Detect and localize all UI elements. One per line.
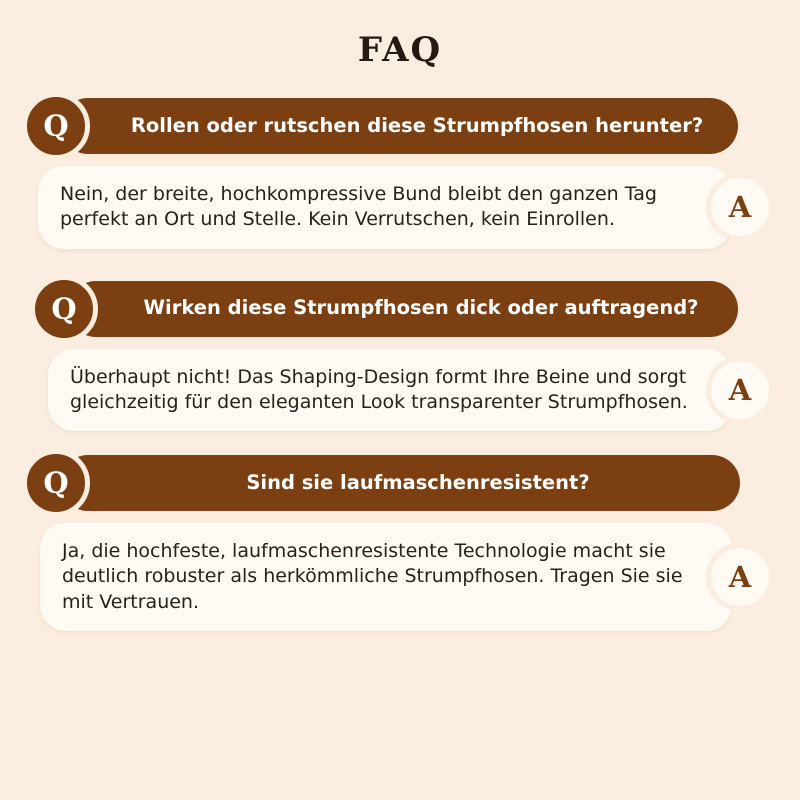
question-badge: Q (30, 275, 98, 343)
faq-item (0, 449, 800, 631)
answer-bubble (38, 166, 732, 249)
question-badge: Q (22, 92, 90, 160)
answer-row (40, 523, 774, 631)
faq-item (0, 275, 800, 432)
faq-list (0, 92, 800, 631)
question-text: Sind sie laufmaschenresistent? (246, 470, 590, 494)
question-text: Wirken diese Strumpfhosen dick oder auftragend? (143, 296, 699, 320)
answer-text: Ja, die hochfeste, laufmaschenresistente Technologie macht sie deutlich robuster als herkömmliche Strumpfhosen. Tragen Sie sie mit Vertrauen. (62, 540, 683, 613)
question-text: Rollen oder rutschen diese Strumpfhosen herunter? (130, 113, 704, 137)
answer-badge: A (706, 543, 774, 611)
faq-item (0, 92, 800, 249)
question-bar (60, 98, 738, 154)
question-row (22, 92, 770, 160)
answer-badge: A (706, 356, 774, 424)
answer-text: Überhaupt nicht! Das Shaping-Design formt Ihre Beine und sorgt gleichzeitig für den eleganten Look transparenter Strumpfhosen. (70, 365, 688, 413)
question-bar (68, 281, 738, 337)
question-bar (60, 455, 740, 511)
answer-text: Nein, der breite, hochkompressive Bund bleibt den ganzen Tag perfekt an Ort und Stelle. Kein Verrutschen, kein Einrollen. (60, 183, 657, 231)
answer-bubble (48, 349, 732, 432)
question-row (30, 275, 770, 343)
answer-row (38, 166, 774, 249)
question-row (22, 449, 770, 517)
answer-bubble (40, 523, 732, 631)
page-title: FAQ (357, 30, 443, 70)
answer-row (48, 349, 774, 432)
question-badge: Q (22, 449, 90, 517)
answer-badge: A (706, 173, 774, 241)
